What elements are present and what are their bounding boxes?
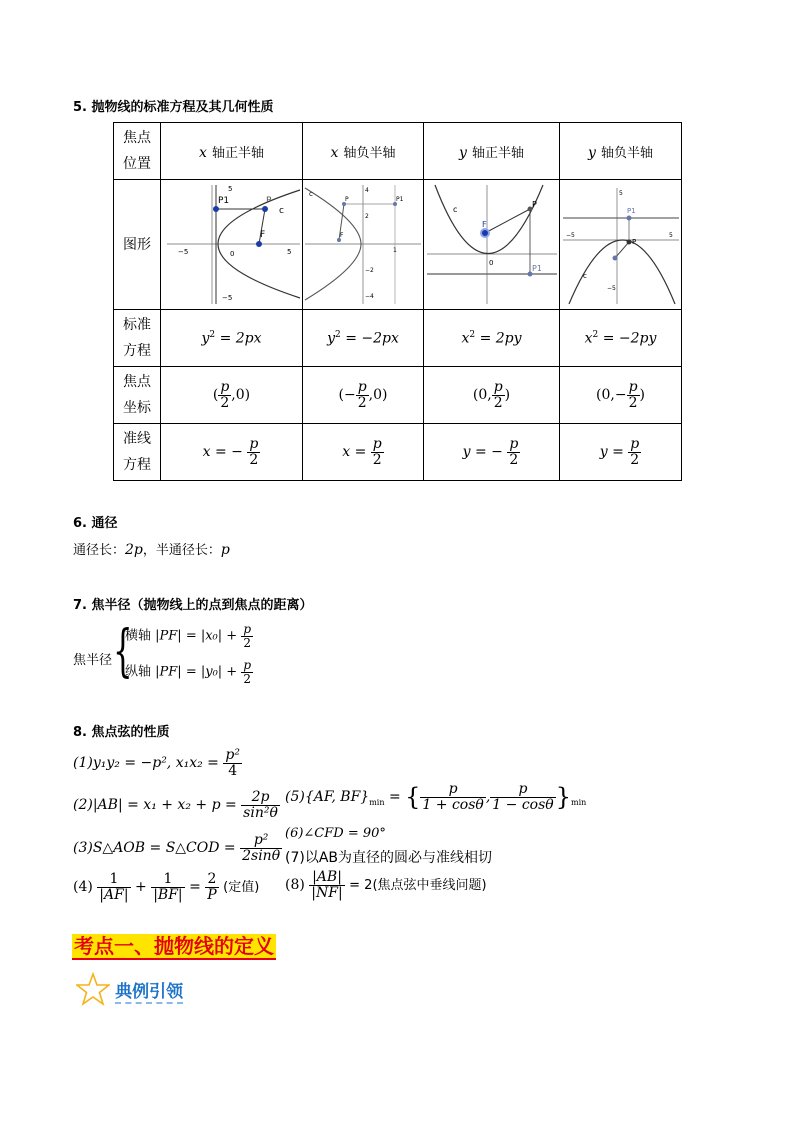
focal-radius-vertical: 纵轴 |PF| = |y₀| + $\frac{p}{2}$ [125, 658, 252, 686]
directrix-x-positive: x = − $\frac{p}{2}$ [161, 424, 303, 481]
graph-cell-x-positive [161, 180, 303, 310]
svg-text:−5: −5 [606, 284, 616, 292]
section-5-heading: 5. 抛物线的标准方程及其几何性质 [73, 100, 274, 115]
star-icon [76, 972, 110, 1006]
eq-x-positive: $y^2 = 2px$ [161, 310, 303, 367]
focal-radius-horizontal: 横轴 |PF| = |x₀| + $\frac{p}{2}$ [125, 622, 251, 650]
row-focus-coordinates [114, 367, 682, 424]
svg-text:0: 0 [229, 249, 234, 258]
label-standard-equation: 标准 方程 [114, 310, 161, 367]
svg-text:P1: P1 [531, 263, 542, 273]
svg-text:−5: −5 [221, 293, 232, 302]
svg-text:5: 5 [286, 247, 291, 256]
svg-text:−5: −5 [177, 247, 188, 256]
label-focus-position: 焦点 位置 [114, 123, 161, 180]
graph-cell-y-negative [560, 180, 682, 310]
header-y-positive: y 轴正半轴 [424, 123, 560, 180]
svg-text:P1: P1 [396, 195, 404, 203]
left-brace: { [113, 619, 133, 684]
svg-text:5: 5 [668, 231, 673, 239]
section-7-heading: 7. 焦半径（抛物线上的点到焦点的距离） [73, 598, 313, 613]
svg-text:1: 1 [393, 246, 397, 254]
svg-text:c: c [278, 205, 284, 216]
header-x-negative: x 轴负半轴 [303, 123, 424, 180]
row-graph [114, 180, 682, 310]
label-directrix: 准线 方程 [114, 424, 161, 481]
header-x-positive: x 轴正半轴 [161, 123, 303, 180]
focus-y-positive: (0, $\frac{p}{2}$ ) [424, 367, 560, 424]
latus-rectum-text: 通径长：2p，半通径长：p [73, 542, 230, 558]
svg-text:c: c [452, 204, 457, 214]
graph-x-positive [162, 182, 302, 308]
graph-cell-x-negative [303, 180, 424, 310]
svg-text:0: 0 [488, 258, 493, 267]
svg-text:c: c [582, 271, 587, 280]
svg-text:−5: −5 [565, 231, 575, 239]
row-focus-position [114, 123, 682, 180]
svg-text:4: 4 [365, 186, 369, 194]
parabola-properties-table [113, 122, 682, 481]
svg-text:−4: −4 [365, 292, 374, 300]
graph-x-negative [303, 182, 423, 308]
graph-y-negative [561, 182, 681, 308]
property-8: (8) $\frac{|AB|}{|NF|}$ = 2(焦点弦中垂线问题) [285, 869, 487, 901]
svg-text:P: P [265, 195, 271, 206]
property-7: (7)以AB为直径的圆必与准线相切 [285, 850, 493, 866]
property-2: (2)|AB| = x₁ + x₂ + p = $\frac{2p}{\text{sin²θ}}$ [73, 789, 278, 821]
svg-text:P1: P1 [217, 195, 229, 206]
svg-text:F: F [481, 219, 487, 229]
svg-text:5: 5 [618, 189, 623, 197]
topic-title: 考点一、抛物线的定义 [74, 934, 274, 958]
section-8-heading: 8. 焦点弦的性质 [73, 725, 170, 740]
focus-y-negative: (0,− $\frac{p}{2}$ ) [560, 367, 682, 424]
svg-text:c: c [309, 189, 313, 198]
svg-text:P1: P1 [626, 206, 636, 215]
label-focus-coordinates: 焦点 坐标 [114, 367, 161, 424]
focal-radius-label: 焦半径 [73, 653, 113, 668]
label-graph: 图形 [114, 180, 161, 310]
svg-text:5: 5 [227, 184, 232, 193]
svg-text:P: P [345, 195, 349, 203]
property-6: (6)∠CFD = 90° [285, 826, 386, 841]
graph-cell-y-positive [424, 180, 560, 310]
property-4: (4) $\frac{1}{|AF|}$ + $\frac{1}{|BF|}$ = $\frac{2}{P}$ (定值) [73, 871, 260, 903]
svg-text:−2: −2 [365, 266, 374, 274]
svg-text:2: 2 [365, 212, 369, 220]
eq-y-negative: $x^2 = -2py$ [560, 310, 682, 367]
svg-text:P: P [631, 237, 636, 246]
eq-x-negative: $y^2 = -2px$ [303, 310, 424, 367]
directrix-y-negative: y = $\frac{p}{2}$ [560, 424, 682, 481]
svg-text:P: P [531, 199, 537, 209]
row-standard-equation [114, 310, 682, 367]
property-1: (1)y₁y₂ = −p², x₁x₂ = $\frac{\text{p²}}{4}$ [73, 747, 240, 779]
header-y-negative: y 轴负半轴 [560, 123, 682, 180]
property-3: (3)S△AOB = S△COD = $\frac{\text{p²}}{2\sin\theta}$ [73, 832, 281, 864]
graph-y-positive [425, 182, 559, 308]
example-header: 典例引领 [76, 972, 183, 1006]
directrix-x-negative: x = $\frac{p}{2}$ [303, 424, 424, 481]
focus-x-positive: ( $\frac{p}{2}$ ,0) [161, 367, 303, 424]
property-5: (5){AF, $BF\}_{min}$ = { $\frac{p}{1 + \cos\theta}$ , $\frac{p}{1 - \cos\theta}$ }$_{min}$ [285, 781, 587, 813]
eq-y-positive: $x^2 = 2py$ [424, 310, 560, 367]
directrix-y-positive: y = − $\frac{p}{2}$ [424, 424, 560, 481]
focus-x-negative: (− $\frac{p}{2}$ ,0) [303, 367, 424, 424]
svg-text:F: F [259, 229, 265, 240]
row-directrix [114, 424, 682, 481]
section-6-heading: 6. 通径 [73, 516, 118, 531]
svg-text:F: F [340, 231, 344, 239]
